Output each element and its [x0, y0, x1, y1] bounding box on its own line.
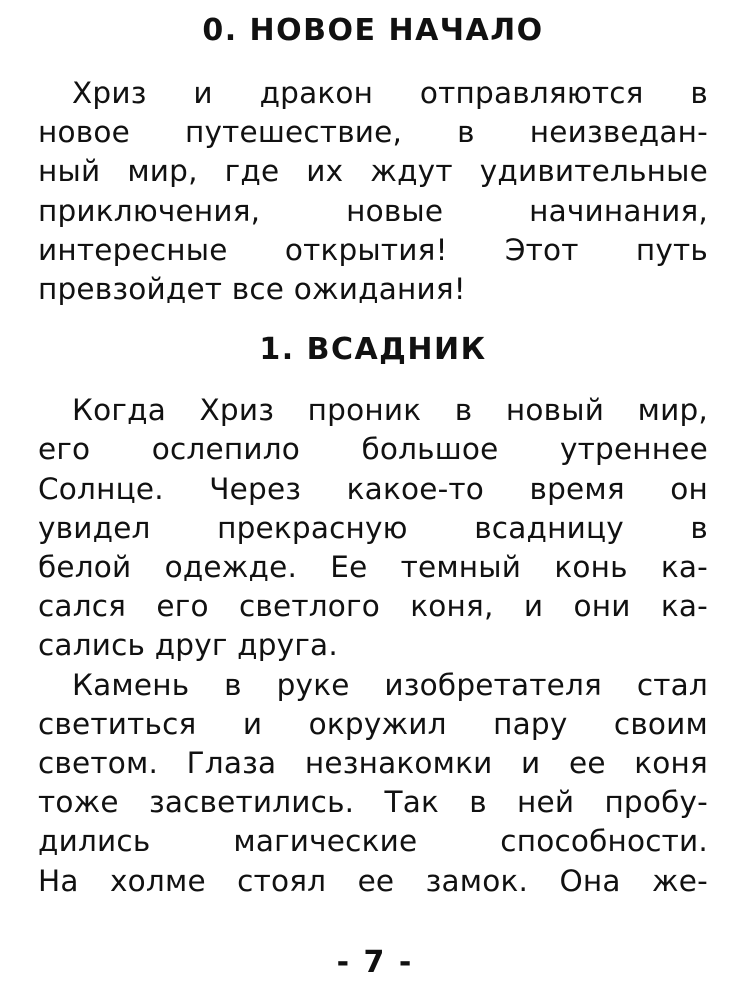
text-line: увидел прекрасную всадницу в	[38, 510, 708, 545]
page-number: - 7 -	[336, 945, 414, 980]
section-rider	[38, 331, 708, 901]
text-line: Камень в руке изобретателя стал	[72, 667, 708, 702]
text-line: светом. Глаза незнакомки и ее коня	[38, 746, 708, 781]
section-heading: 0. НОВОЕ НАЧАЛО	[202, 13, 544, 48]
section-heading: 1. ВСАДНИК	[259, 332, 487, 368]
text-line: интересные открытия! Этот путь	[38, 232, 708, 267]
paragraph	[38, 391, 708, 665]
paragraph	[38, 666, 708, 901]
section-new-beginning	[38, 12, 708, 309]
text-line: приключения, новые начинания,	[38, 193, 708, 228]
text-line: новое путешествие, в неизведан-	[38, 115, 708, 150]
text-line: дились магические способности.	[38, 824, 708, 859]
text-line: светиться и окружил пару своим	[38, 706, 708, 741]
text-line: Хриз и дракон отправляются в	[72, 76, 708, 110]
text-line: ный мир, где их ждут удивительные	[38, 154, 708, 189]
text-line: тоже засветились. Так в ней пробу-	[38, 785, 708, 820]
text-line: Солнце. Через какое-то время он	[38, 471, 708, 506]
text-line: белой одежде. Ее темный конь ка-	[38, 550, 708, 585]
text-line: сался его светлого коня, и они ка-	[38, 589, 708, 624]
text-line: сались друг друга.	[38, 628, 338, 663]
text-line: Когда Хриз проник в новый мир,	[72, 393, 708, 428]
text-line: превзойдет все ожидания!	[38, 272, 466, 307]
text-line: На холме стоял ее замок. Она же-	[38, 863, 708, 898]
paragraph	[38, 74, 708, 309]
text-line: его ослепило большое утреннее	[38, 432, 708, 467]
